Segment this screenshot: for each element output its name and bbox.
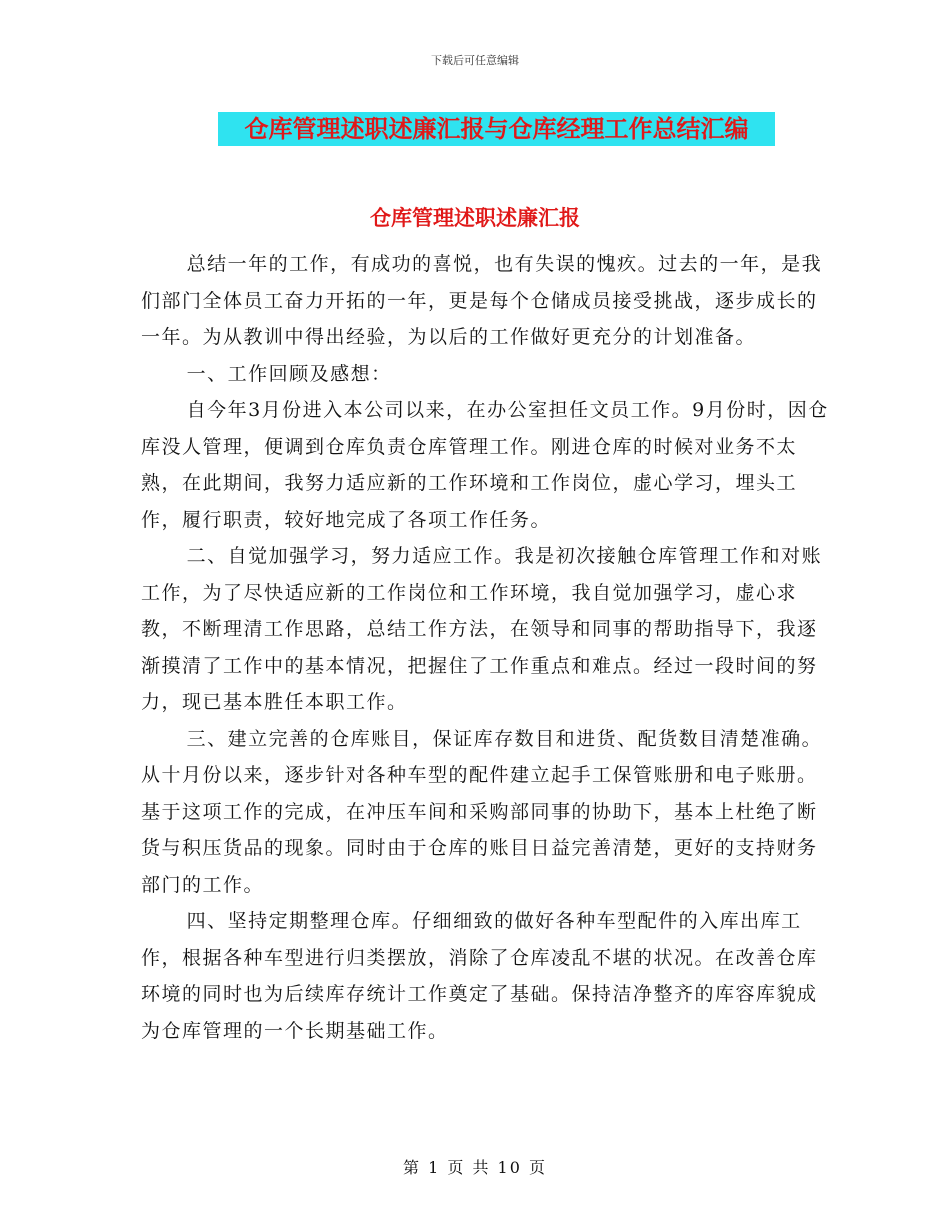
paragraph-heading-1: 一、工作回顾及感想： bbox=[186, 362, 392, 385]
section-title: 仓库管理述职述廉汇报 bbox=[370, 205, 580, 230]
paragraph-intro: 总结一年的工作，有成功的喜悦，也有失误的愧疚。过去的一年，是我们部门全体员工奋力开拓的一年，更是每个仓储成员接受挑战，逐步成长的一年。为从教训中得出经验，为以后的工作做好更充分的计划准备。 bbox=[141, 253, 823, 348]
paragraph-accounts: 三、建立完善的仓库账目，保证库存数目和进货、配货数目清楚准确。从十月份以来，逐步针对各种车型的配件建立起手工保管账册和电子账册。基于这项工作的完成，在冲压车间和采购部同事的协助下，基本上杜绝了断货与积压货品的现象。同时由于仓库的账目日益完善清楚，更好的支持财务部门的工作。 bbox=[141, 727, 823, 896]
document-body bbox=[141, 246, 831, 1049]
document-title: 仓库管理述职述廉汇报与仓库经理工作总结汇编 bbox=[218, 112, 775, 146]
paragraph-review: 自今年3月份进入本公司以来，在办公室担任文员工作。9月份时，因仓库没人管理，便调到仓库负责仓库管理工作。刚进仓库的时候对业务不太熟，在此期间，我努力适应新的工作环境和工作岗位，虚心学习，埋头工作，履行职责，较好地完成了各项工作任务。 bbox=[141, 399, 829, 531]
page-number: 第 1 页 共 10 页 bbox=[403, 1158, 547, 1177]
header-note: 下载后可任意编辑 bbox=[431, 54, 519, 67]
paragraph-warehouse: 四、坚持定期整理仓库。仔细细致的做好各种车型配件的入库出库工作，根据各种车型进行归类摆放，消除了仓库凌乱不堪的状况。在改善仓库环境的同时也为后续库存统计工作奠定了基础。保持洁净整齐的库容库貌成为仓库管理的一个长期基础工作。 bbox=[141, 910, 818, 1042]
paragraph-learning: 二、自觉加强学习，努力适应工作。我是初次接触仓库管理工作和对账工作，为了尽快适应新的工作岗位和工作环境，我自觉加强学习，虚心求教，不断理清工作思路，总结工作方法，在领导和同事的帮助指导下，我逐渐摸清了工作中的基本情况，把握住了工作重点和难点。经过一段时间的努力，现已基本胜任本职工作。 bbox=[141, 545, 823, 713]
